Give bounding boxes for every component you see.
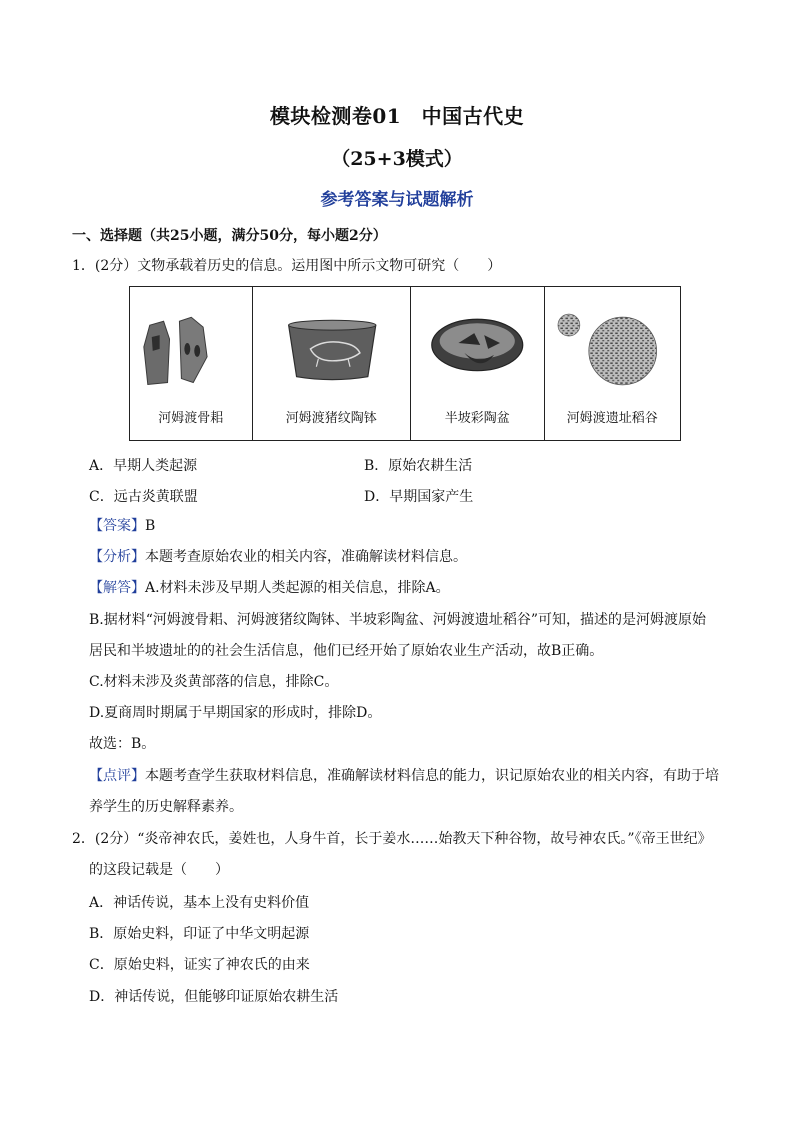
question-2-stem: 2．(2分）“炎帝神农氏，姜姓也，人身牛首，长于姜水……始教天下种谷物，故号神农氏。”《帝王世纪》 [72,831,712,847]
option-b[interactable]: B．原始史料，印证了中华文明起源 [89,926,310,942]
comment-line [89,766,719,786]
option-a[interactable]: A．神话传说，基本上没有史料价值 [89,895,310,911]
painted-pottery-basin-image [411,287,544,397]
part-heading: 一、选择题（共25小题，满分50分，每小题2分） [72,228,387,244]
answer-line [89,516,155,536]
solution-text: A.材料未涉及早期人类起源的相关信息，排除A。 [145,580,450,596]
bone-spade-image [130,287,252,397]
option-d[interactable]: D．早期国家产生 [364,489,474,505]
analysis-line [89,547,467,567]
solution-line [89,578,450,598]
artifact-caption: 河姆渡猪纹陶钵 [285,411,377,426]
analysis-tag: 【分析】 [89,549,145,565]
artifact-cell [545,287,681,440]
option-a[interactable]: A．早期人类起源 [89,458,198,474]
artifact-cell [411,287,545,440]
comment-text: 本题考查学生获取材料信息，准确解读材料信息的能力，识记原始农业的相关内容，有助于培 [145,768,719,784]
answer-tag: 【答案】 [89,518,145,534]
question-1-stem: 1．(2分）文物承载着历史的信息。运用图中所示文物可研究（ ） [72,258,502,274]
solution-line: C.材料未涉及炎黄部落的信息，排除C。 [89,674,339,690]
section-title: 参考答案与试题解析 [320,190,474,210]
option-c[interactable]: C．远古炎黄联盟 [89,489,198,505]
answer-value: B [145,518,156,534]
solution-line: B.据材料“河姆渡骨耜、河姆渡猪纹陶钵、半坡彩陶盆、河姆渡遗址稻谷”可知，描述的是河姆渡原始 [89,612,707,628]
question-2-stem: 的这段记载是（ ） [89,862,229,878]
page-title: 模块检测卷01 中国古代史 [269,104,525,128]
artifact-caption: 河姆渡骨耜 [158,411,224,426]
option-c[interactable]: C．原始史料，证实了神农氏的由来 [89,957,310,973]
solution-line: 故选：B。 [89,736,156,752]
analysis-text: 本题考查原始农业的相关内容，准确解读材料信息。 [145,549,467,565]
artifact-image-table [129,286,681,441]
comment-tag: 【点评】 [89,768,145,784]
rice-grains-image [545,287,681,397]
artifact-caption: 河姆渡遗址稻谷 [566,411,658,426]
option-b[interactable]: B．原始农耕生活 [364,458,473,474]
artifact-cell [253,287,411,440]
artifact-caption: 半坡彩陶盆 [444,411,510,426]
solution-line: D.夏商周时期属于早期国家的形成时，排除D。 [89,705,382,721]
pig-pottery-bowl-image [253,287,410,397]
comment-line: 养学生的历史解释素养。 [89,799,243,815]
solution-line: 居民和半坡遗址的的社会生活信息，他们已经开始了原始农业生产活动，故B正确。 [89,643,604,659]
artifact-cell [130,287,253,440]
option-d[interactable]: D．神话传说，但能够印证原始农耕生活 [89,989,339,1005]
page-subtitle: （25+3模式） [331,148,463,170]
solution-tag: 【解答】 [89,580,145,596]
